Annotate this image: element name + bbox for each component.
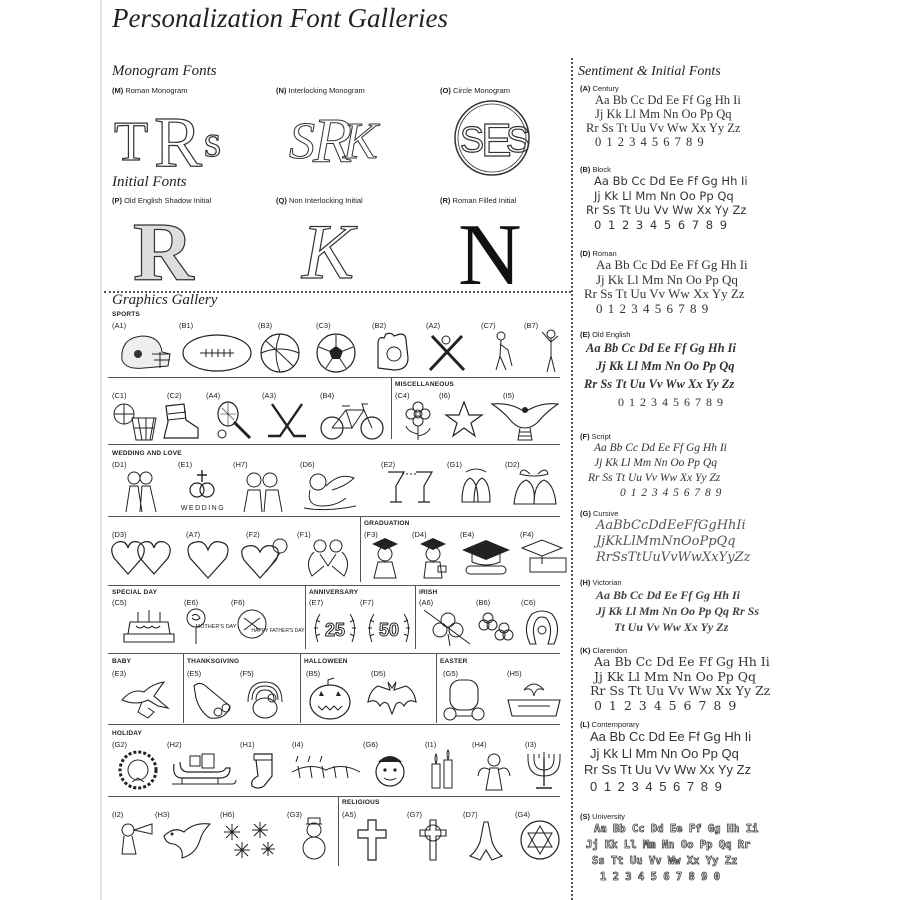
football-icon: [180, 332, 254, 374]
font-sample-script: (F) Script Aa Bb Cc Dd Ee Ff Gg Hh Ii Jj Kk Ll Mm Nn Oo Pp Qq Rr Ss Tt Uu Vv Ww Xx Yy Zz 0 1 2 3 4 5 6 7 8 9: [580, 432, 890, 501]
svg-text:T: T: [114, 111, 149, 173]
graphic-code: (A7): [186, 530, 201, 539]
graduation-cap-scroll-icon: [520, 538, 568, 578]
sample-line: Jj Kk Ll Mm Nn Oo Pp Qq: [596, 271, 738, 287]
graphic-code: (I4): [292, 740, 304, 749]
sample-line: 0 1 2 3 4 5 6 7 8 9: [594, 217, 729, 232]
graphic-code: (H4): [472, 740, 487, 749]
sample-line: 0 1 2 3 4 5 6 7 8 9: [596, 300, 710, 316]
anniversary-25-icon: [310, 606, 360, 648]
category-religious: RELIGIOUS: [342, 799, 380, 806]
baseball-glove-icon: [370, 330, 414, 374]
graphic-code: (H7): [233, 460, 248, 469]
graphic-code: (I3): [525, 740, 537, 749]
category-baby: BABY: [112, 658, 132, 665]
graphic-code: (F1): [297, 530, 311, 539]
font-sample-clarendon: (K) Clarendon Aa Bb Cc Dd Ee Ff Gg Hh Ii Jj Kk Ll Mm Nn Oo Pp Qq Rr Ss Tt Uu Vv Ww Xx Yy Zz 0 1 2 3 4 5 6 7 8 9: [580, 646, 890, 713]
graphic-code: (E6): [184, 598, 199, 607]
graphic-code: (E3): [112, 669, 127, 678]
sample-line: Rr Ss Tt Uu Vv Ww Xx Yy Zz: [584, 762, 752, 777]
sample-line: AaBbCcDdEeFfGgHhIi: [596, 518, 746, 533]
hockey-sticks-icon: [262, 400, 312, 442]
interlocking-monogram-sample: [285, 96, 385, 176]
graphics-heading: Graphics Gallery: [112, 292, 218, 308]
row-divider: [108, 724, 560, 725]
svg-text:S: S: [289, 113, 315, 170]
graphic-code: (D6): [300, 460, 315, 469]
sneaker-icon: [160, 400, 200, 442]
column-separator: [436, 653, 437, 723]
graphic-code: (I2): [112, 810, 124, 819]
category-halloween: HALLOWEEN: [304, 658, 348, 665]
cap-and-diploma-icon: [458, 538, 514, 578]
category-miscellaneous: MISCELLANEOUS: [395, 381, 454, 388]
column-separator: [305, 585, 306, 649]
category-easter: EASTER: [440, 658, 468, 665]
graphic-code: (A3): [262, 391, 277, 400]
graphic-code: (C2): [167, 391, 182, 400]
graphic-code: (D7): [463, 810, 478, 819]
sample-line: Rr Ss Tt Uu Vv Ww Xx Yy Zz: [588, 472, 721, 484]
sample-line: 0 1 2 3 4 5 6 7 8 9: [590, 778, 724, 794]
graphic-code: (D4): [412, 530, 427, 539]
graphic-code: (C1): [112, 391, 127, 400]
graphic-code: (F6): [231, 598, 245, 607]
monogram-label-n: (N) Interlocking Monogram: [276, 86, 365, 95]
soccer-ball-icon: [314, 331, 358, 375]
turkey-icon: [242, 678, 288, 722]
bells-with-bow-icon: [508, 464, 562, 508]
svg-text:s: s: [204, 117, 222, 166]
initial-heading: Initial Fonts: [112, 174, 187, 190]
graphic-code: (D2): [505, 460, 520, 469]
font-sample-university: (S) University Aa Bb Cc Dd Ee Ff Gg Hh Ii Jj Kk Ll Mm Nn Oo Pp Qq Rr Ss Tt Uu Vv Ww Xx Yy Zz 1 2 3 4 5 6 7 8 9 0: [580, 812, 890, 885]
svg-text:S: S: [506, 119, 531, 160]
graduate-girl-icon: [368, 536, 402, 580]
column-separator: [391, 377, 392, 439]
sample-line: JjKkLlMmNnOoPpQq: [596, 534, 736, 549]
graphic-code: (A2): [426, 321, 441, 330]
font-sample-contemporary: (L) Contemporary Aa Bb Cc Dd Ee Ff Gg Hh Ii Jj Kk Ll Mm Nn Oo Pp Qq Rr Ss Tt Uu Vv Ww Xx Yy Zz 0 1 2 3 4 5 6 7 8 9: [580, 720, 890, 795]
font-sample-cursive: (G) Cursive AaBbCcDdEeFfGgHhIi JjKkLlMmNnOoPpQq RrSsTtUuVvWwXxYyZz: [580, 509, 890, 566]
monogram-label-m: (M) Roman Monogram: [112, 86, 188, 95]
sample-line: Aa Bb Cc Dd Ee Ff Gg Hh Ii: [594, 823, 759, 835]
graduate-boy-icon: [416, 536, 450, 580]
sample-line: Jj Kk Ll Mm Nn Oo Pp Qq Rr Ss: [596, 604, 760, 618]
wedding-rings-icon: [178, 468, 228, 514]
initial-label-p: (P) Old English Shadow Initial: [112, 196, 212, 205]
column-separator: [183, 653, 184, 723]
basketball-hoop-icon: [110, 400, 158, 442]
row-divider: [108, 516, 560, 517]
sample-line: Rr Ss Tt Uu Vv Ww Xx Yy Zz: [584, 377, 735, 391]
graphic-code: (C4): [395, 391, 410, 400]
graphic-code: (G1): [447, 460, 462, 469]
graphic-code: (B1): [179, 321, 194, 330]
sample-line: RrSsTtUuVvWwXxYyZz: [596, 550, 751, 565]
category-sports: SPORTS: [112, 311, 140, 318]
graphic-code: (I6): [439, 391, 451, 400]
sample-line: Aa Bb Cc Dd Ee Ff Gg Hh Ii: [596, 588, 741, 602]
graphic-code: (G6): [363, 740, 378, 749]
sample-line: Jj Kk Ll Mm Nn Oo Pp Qq: [594, 188, 734, 203]
shamrock-slash-icon: [420, 606, 474, 648]
sample-line: Aa Bb Cc Dd Ee Ff Gg Hh Ii: [594, 442, 727, 454]
sample-line: Rr Ss Tt Uu Vv Ww Xx Yy Zz: [590, 683, 771, 698]
sample-line: Aa Bb Cc Dd Ee Ff Gg Hh Ii: [586, 341, 737, 355]
stork-icon: [118, 678, 176, 722]
graphic-code: (E2): [381, 460, 396, 469]
old-english-initial-sample: [128, 206, 208, 299]
easter-banner-icon: [504, 676, 564, 722]
kissing-couple-icon: [236, 468, 290, 514]
graphic-code: (A6): [419, 598, 434, 607]
monogram-heading: Monogram Fonts: [112, 63, 217, 79]
baseball-bats-icon: [424, 330, 468, 374]
graphic-code: (D3): [112, 530, 127, 539]
svg-text:R: R: [133, 206, 194, 299]
graphic-code: (G3): [287, 810, 302, 819]
star-icon: [444, 400, 484, 438]
row-divider: [108, 377, 560, 378]
graphic-code: (G5): [443, 669, 458, 678]
category-holiday: HOLIDAY: [112, 730, 143, 737]
graphic-code: (F7): [360, 598, 374, 607]
svg-text:E: E: [481, 114, 512, 166]
font-sample-old-english: (E) Old English Aa Bb Cc Dd Ee Ff Gg Hh Ii Jj Kk Ll Mm Nn Oo Pp Qq Rr Ss Tt Uu Vv Ww Xx Yy Zz 0 1 2 3 4 5 6 7 8 9: [580, 330, 890, 411]
graphic-code: (B6): [476, 598, 491, 607]
tennis-racket-icon: [208, 400, 258, 442]
graphic-code: (G2): [112, 740, 127, 749]
shamrocks-icon: [476, 606, 516, 648]
graphic-code: (E7): [309, 598, 324, 607]
graphic-code: (B2): [372, 321, 387, 330]
cornucopia-icon: [190, 678, 234, 722]
golfer-swing-icon: [536, 328, 566, 374]
champagne-glasses-icon: [382, 468, 438, 508]
bicycle-icon: [318, 398, 386, 442]
sample-line: Tt Uu Vv Ww Xx Yy Zz: [614, 620, 729, 634]
wreath-icon: [114, 748, 162, 792]
page-edge-rule: [100, 0, 102, 900]
column-separator: [300, 653, 301, 723]
snowflakes-icon: [220, 820, 280, 860]
birthday-cake-icon: [120, 606, 178, 646]
horseshoe-icon: [520, 606, 564, 648]
wedding-text: WEDDING: [180, 505, 226, 512]
row-divider: [108, 796, 560, 797]
heart-and-rose-icon: [236, 536, 292, 580]
star-of-david-icon: [518, 818, 562, 862]
flower-icon: [398, 400, 438, 442]
svg-text:S: S: [460, 119, 485, 160]
sample-line: 0 1 2 3 4 5 6 7 8 9: [595, 135, 705, 149]
bat-icon: [364, 678, 420, 720]
initial-label-q: (Q) Non Interlocking Initial: [276, 196, 363, 205]
heart-icon: [184, 538, 232, 580]
svg-text:K: K: [343, 113, 378, 170]
page-title: Personalization Font Galleries: [112, 3, 448, 33]
volleyball-icon: [258, 331, 302, 375]
font-sample-roman: (D) Roman Aa Bb Cc Dd Ee Ff Gg Hh Ii Jj Kk Ll Mm Nn Oo Pp Qq Rr Ss Tt Uu Vv Ww Xx Yy Zz 0 1 2 3 4 5 6 7 8 9: [580, 249, 890, 316]
graphic-code: (F4): [520, 530, 534, 539]
graphic-code: (H1): [240, 740, 255, 749]
golfer-icon: [486, 330, 516, 374]
anniversary-50-icon: [364, 606, 414, 648]
graphic-code: (H3): [155, 810, 170, 819]
circle-monogram-sample: [452, 98, 532, 178]
cross-icon: [356, 818, 388, 862]
sample-line: Aa Bb Cc Dd Ee Ff Gg Hh Ii: [590, 729, 752, 744]
reindeer-sleigh-icon: [290, 752, 362, 786]
row-divider: [108, 585, 560, 586]
font-sample-century: (A) Century Aa Bb Cc Dd Ee Ff Gg Hh Ii Jj Kk Ll Mm Nn Oo Pp Qq Rr Ss Tt Uu Vv Ww Xx Yy Zz 0 1 2 3 4 5 6 7 8 9: [580, 84, 890, 149]
category-graduation: GRADUATION: [364, 520, 410, 527]
column-separator: [360, 516, 361, 582]
sample-line: 0 1 2 3 4 5 6 7 8 9: [620, 487, 723, 499]
graphic-code: (H6): [220, 810, 235, 819]
graphic-code: (B4): [320, 391, 335, 400]
row-divider: [108, 653, 560, 654]
graphic-code: (I5): [503, 391, 515, 400]
dove-icon: [160, 818, 214, 862]
sample-line: Rr Ss Tt Uu Vv Ww Xx Yy Zz: [584, 286, 745, 301]
sample-line: Aa Bb Cc Dd Ee Ff Gg Hh Ii: [596, 257, 748, 272]
font-sample-victorian: (H) Victorian Aa Bb Cc Dd Ee Ff Gg Hh Ii Jj Kk Ll Mm Nn Oo Pp Qq Rr Ss Tt Uu Vv Ww Xx Yy Zz: [580, 578, 890, 635]
graphic-code: (E5): [187, 669, 202, 678]
sample-line: 0 1 2 3 4 5 6 7 8 9: [618, 395, 724, 409]
category-irish: IRISH: [419, 589, 438, 596]
candles-icon: [428, 750, 458, 792]
double-heart-icon: [110, 536, 174, 578]
sample-line: Jj Kk Ll Mm Nn Oo Pp Qq: [595, 107, 732, 121]
category-special-day: SPECIAL DAY: [112, 589, 158, 596]
praying-hands-icon: [466, 818, 506, 862]
graphic-code: (I1): [425, 740, 437, 749]
graphic-code: (A1): [112, 321, 127, 330]
graphic-code: (H2): [167, 740, 182, 749]
monogram-label-o: (O) Circle Monogram: [440, 86, 511, 95]
mothers-day-rose-icon: [182, 604, 237, 648]
cupids-icon: [300, 536, 356, 580]
svg-text:N: N: [458, 207, 522, 304]
anniversary-50-text: 50: [378, 620, 400, 640]
mothers-day-text: MOTHER'S DAY: [195, 624, 237, 630]
svg-text:R: R: [313, 105, 353, 176]
column-separator: [338, 796, 339, 866]
category-thanksgiving: THANKSGIVING: [187, 658, 240, 665]
snowman-icon: [296, 818, 332, 862]
sample-line: Jj Kk Ll Mm Nn Oo Pp Qq: [596, 359, 735, 373]
column-separator: [415, 585, 416, 649]
sample-line: Jj Kk Ll Mm Nn Oo Pp Qq: [590, 745, 739, 761]
cherub-icon: [296, 466, 360, 514]
row-divider: [108, 444, 560, 445]
sample-line: Rr Ss Tt Uu Vv Ww Xx Yy Zz: [586, 121, 741, 135]
graphic-code: (B7): [524, 321, 539, 330]
graphic-code: (E4): [460, 530, 475, 539]
menorah-icon: [522, 748, 566, 792]
font-sample-block: (B) Block Aa Bb Cc Dd Ee Ff Gg Hh Ii Jj Kk Ll Mm Nn Oo Pp Qq Rr Ss Tt Uu Vv Ww Xx Yy Zz 0 1 2 3 4 5 6 7 8 9: [580, 165, 890, 232]
graphic-code: (G7): [407, 810, 422, 819]
svg-text:K: K: [302, 208, 355, 295]
eagle-icon: [490, 398, 560, 442]
sample-line: Jj Kk Ll Mm Nn Oo Pp Qq: [594, 668, 756, 684]
sample-line: Rr Ss Tt Uu Vv Ww Xx Yy Zz: [586, 203, 747, 217]
category-anniversary: ANNIVERSARY: [309, 589, 359, 596]
graphic-code: (D5): [371, 669, 386, 678]
initial-label-r: (R) Roman Filled Initial: [440, 196, 517, 205]
column-divider: [571, 58, 573, 900]
sample-line: Aa Bb Cc Dd Ee Ff Gg Hh Ii: [594, 174, 748, 188]
sample-line: Ss Tt Uu Vv Ww Xx Yy Zz: [592, 855, 738, 867]
stocking-icon: [244, 750, 284, 792]
graphic-code: (C6): [521, 598, 536, 607]
non-interlocking-initial-sample: [296, 206, 366, 295]
sample-line: Jj Kk Ll Mm Nn Oo Pp Qq: [594, 457, 717, 469]
snowman-face-icon: [368, 750, 418, 790]
trumpet-angel-icon: [116, 818, 158, 860]
graphic-code: (B3): [258, 321, 273, 330]
fathers-day-icon: [234, 604, 305, 648]
anniversary-25-text: 25: [324, 620, 346, 640]
sentiment-heading: Sentiment & Initial Fonts: [578, 64, 721, 79]
graphic-code: (G4): [515, 810, 530, 819]
graphic-code: (E1): [178, 460, 193, 469]
graphic-code: (C3): [316, 321, 331, 330]
sample-line: Aa Bb Cc Dd Ee Ff Gg Hh Ii: [595, 93, 741, 107]
football-helmet-icon: [114, 330, 174, 374]
roman-filled-initial-sample: [456, 206, 522, 304]
sample-line: Aa Bb Cc Dd Ee Ff Gg Hh Ii: [594, 654, 770, 669]
angel-icon: [476, 750, 512, 792]
sample-line: Jj Kk Ll Mm Nn Oo Pp Qq Rr: [586, 839, 751, 851]
fathers-day-text: HAPPY FATHER'S DAY: [251, 628, 305, 634]
svg-text:R: R: [154, 102, 203, 182]
jack-o-lantern-icon: [306, 676, 354, 722]
easter-frame-icon: [440, 676, 488, 722]
wedding-bells-icon: [452, 464, 500, 508]
graphic-code: (A4): [206, 391, 221, 400]
graphic-code: (B5): [306, 669, 321, 678]
graphic-code: (C7): [481, 321, 496, 330]
celtic-cross-icon: [416, 818, 450, 862]
graphic-code: (F2): [246, 530, 260, 539]
sample-line: 0 1 2 3 4 5 6 7 8 9: [594, 697, 738, 713]
sample-line: 1 2 3 4 5 6 7 8 9 0: [600, 871, 721, 883]
graphic-code: (F3): [364, 530, 378, 539]
graphic-code: (F5): [240, 669, 254, 678]
graphic-code: (A5): [342, 810, 357, 819]
graphic-code: (H5): [507, 669, 522, 678]
category-wedding: WEDDING AND LOVE: [112, 450, 182, 457]
sleigh-icon: [168, 750, 238, 790]
graphic-code: (D1): [112, 460, 127, 469]
bride-groom-icon: [120, 468, 160, 514]
graphic-code: (C5): [112, 598, 127, 607]
